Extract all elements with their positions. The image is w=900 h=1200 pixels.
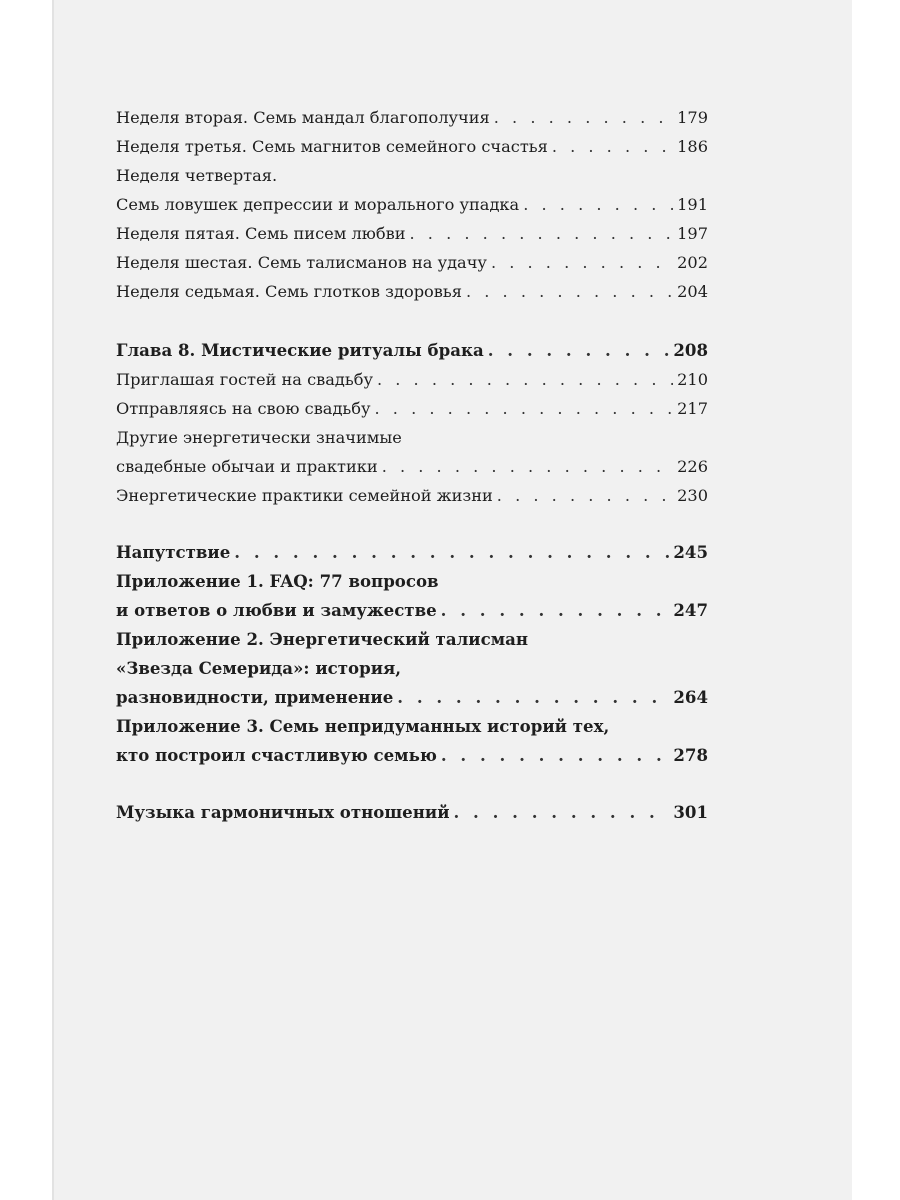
toc-page-number: 264 [673, 687, 708, 707]
leader-dots [494, 108, 673, 127]
toc-entry [116, 224, 708, 243]
leader-dots [466, 282, 673, 301]
toc-entry-title: Неделя вторая. Семь мандал благополучия [116, 108, 490, 127]
toc-entry-title: Неделя третья. Семь магнитов семейного счастья [116, 137, 548, 156]
toc-entry [116, 166, 708, 214]
toc-chapter-title: Напутствие [116, 542, 231, 562]
toc-entry-title: Другие энергетически значимые [116, 428, 402, 447]
leader-dots [375, 399, 674, 418]
toc-entry [116, 428, 708, 476]
toc-entry-title: Приглашая гостей на свадьбу [116, 370, 373, 389]
toc-chapter-title-cont: кто построил счастливую семью [116, 745, 437, 765]
leader-dots [441, 746, 670, 765]
toc-chapter-title-cont: разновидности, применение [116, 687, 394, 707]
toc-chapter-title: Музыка гармоничных отношений [116, 802, 450, 822]
toc-entry-title: Неделя пятая. Семь писем любви [116, 224, 406, 243]
toc-page-number: 208 [673, 340, 708, 360]
toc-page-number: 210 [677, 370, 708, 389]
toc-page-number: 197 [677, 224, 708, 243]
leader-dots [491, 253, 673, 272]
page-edge [52, 0, 54, 1200]
toc-entry-title: Отправляясь на свою свадьбу [116, 399, 371, 418]
toc-entry-title-cont: Семь ловушек депрессии и морального упадка [116, 195, 520, 214]
toc-chapter-title: Глава 8. Мистические ритуалы брака [116, 340, 484, 360]
toc-chapter-entry [116, 341, 708, 360]
leader-dots [234, 543, 669, 562]
toc-page-number: 179 [677, 108, 708, 127]
toc-page-number: 204 [677, 282, 708, 301]
leader-dots [382, 457, 673, 476]
toc-page-number: 226 [677, 457, 708, 476]
leader-dots [454, 803, 670, 822]
leader-dots [377, 370, 673, 389]
toc-page-number: 186 [677, 137, 708, 156]
table-of-contents [116, 108, 708, 832]
leader-dots [497, 486, 673, 505]
toc-entry [116, 282, 708, 301]
leader-dots [397, 688, 669, 707]
toc-page-number: 230 [677, 486, 708, 505]
toc-entry [116, 486, 708, 505]
leader-dots [552, 137, 673, 156]
toc-chapter-entry [116, 572, 708, 620]
toc-chapter-title: Приложение 3. Семь непридуманных историй тех, [116, 716, 610, 736]
toc-chapter-title: Приложение 2. Энергетический талисман [116, 629, 529, 649]
leader-dots [441, 601, 670, 620]
toc-chapter-title-cont: «Звезда Семерида»: история, [116, 658, 402, 678]
toc-entry [116, 399, 708, 418]
leader-dots [410, 224, 674, 243]
toc-chapter-title-cont: и ответов о любви и замужестве [116, 600, 437, 620]
toc-entry [116, 370, 708, 389]
toc-page-number: 202 [677, 253, 708, 272]
toc-page-number: 278 [673, 745, 708, 765]
toc-entry [116, 137, 708, 156]
toc-entry-title-cont: свадебные обычаи и практики [116, 457, 378, 476]
toc-chapter-entry [116, 803, 708, 822]
toc-entry-title: Неделя четвертая. [116, 166, 278, 185]
toc-entry [116, 108, 708, 127]
leader-dots [488, 341, 670, 360]
toc-chapter-entry [116, 630, 708, 707]
toc-entry-title: Неделя шестая. Семь талисманов на удачу [116, 253, 487, 272]
toc-page-number: 301 [673, 802, 708, 822]
toc-chapter-title: Приложение 1. FAQ: 77 вопросов [116, 571, 439, 591]
toc-page-number: 247 [673, 600, 708, 620]
toc-entry-title: Неделя седьмая. Семь глотков здоровья [116, 282, 462, 301]
toc-entry-title: Энергетические практики семейной жизни [116, 486, 493, 505]
leader-dots [523, 195, 673, 214]
toc-page-number: 245 [673, 542, 708, 562]
toc-chapter-entry [116, 717, 708, 765]
toc-page-number: 217 [677, 399, 708, 418]
toc-entry [116, 253, 708, 272]
toc-page-number: 191 [677, 195, 708, 214]
toc-chapter-entry [116, 543, 708, 562]
